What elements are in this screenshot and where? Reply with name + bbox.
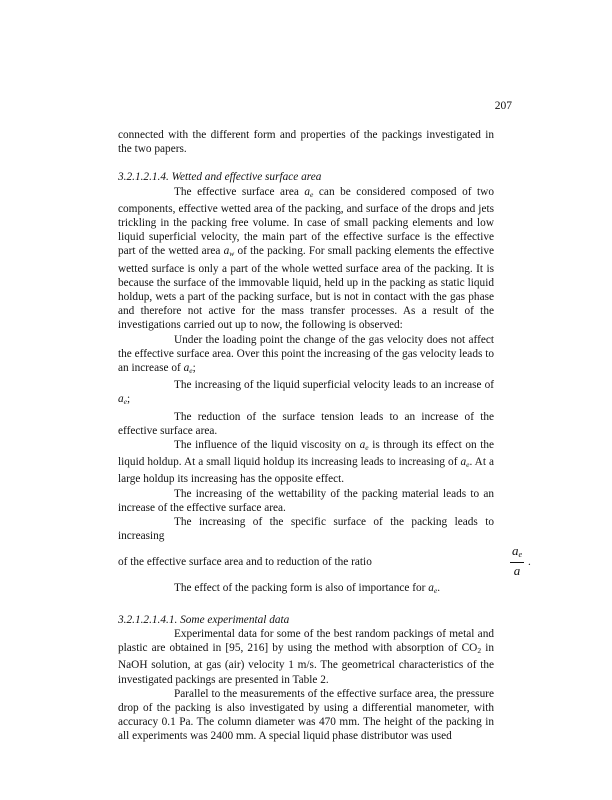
- ratio-line: [118, 543, 531, 581]
- ratio-text: of the effective surface area and to reduction of the ratio: [118, 556, 372, 569]
- observation-surface-tension: The reduction of the surface tension leads to an increase of the effective surface area.: [118, 410, 494, 437]
- observation-liquid-velocity: The increasing of the liquid superficial velocity leads to an increase of $a_e$;: [118, 379, 494, 407]
- paragraph-pressure-drop: Parallel to the measurements of the effective surface area, the pressure drop of the packing is also investigated by using a differential manometer, with accuracy 0.1 Pa. The column diameter was 470 mm. The height of the packing in all experiments was 2400 mm. A special liquid phase distributor was used: [118, 687, 494, 743]
- body-text: [118, 128, 531, 744]
- observation-wettability: The increasing of the wettability of the packing material leads to an increase of the effective surface area.: [118, 487, 494, 514]
- section-heading: 3.2.1.2.1.4. Wetted and effective surface area: [118, 171, 322, 184]
- page-number: 207: [494, 100, 512, 112]
- observation-loading: Under the loading point the change of the gas velocity does not affect the effective surface area. Over this point the increasing of the gas velocity leads to an increase of $a_e$;: [118, 333, 494, 376]
- ratio-period: .: [528, 556, 531, 569]
- paragraph-experimental-data: Experimental data for some of the best random packings of metal and plastic are obtained in [95, 216] by using the method with absorption of $CO_2$ in NaOH solution, at gas (air) velocity 1 m/s. The geometrical characteristics of the investigated packings are presented in Table 2.: [118, 627, 494, 686]
- intro-paragraph: connected with the different form and properties of the packings investigated in the two papers.: [118, 129, 494, 156]
- paragraph-effective-area: The effective surface area $a_e$ can be considered composed of two components, effective wetted area of the packing, and surface of the drops and jets trickling in the packing free volume. In case of small packing elements and low liquid superficial velocity, the main part of the effective surface is the effective part of the wetted area $a_w$ of the packing. For small packing elements the effective wetted surface is only a part of the whole wetted surface area of the packing. It is because the surface of the immovable liquid, held up in the packing as static liquid holdup, wets a part of the packing surface, but is not in contact with the gas phase and therefore not active for the mass transfer processes. As a result of the investigations carried out up to now, the following is observed:: [118, 185, 494, 332]
- ratio-denominator: a: [513, 563, 521, 579]
- observation-specific-surface: The increasing of the specific surface of the packing leads to increasing: [118, 516, 494, 543]
- ratio-numerator: $a_e$: [510, 543, 524, 563]
- observation-packing-form: The effect of the packing form is also of importance for $a_e$.: [174, 582, 441, 596]
- observation-viscosity: The influence of the liquid viscosity on $a_e$ is through its effect on the liquid holdup. At a small liquid holdup its increasing leads to increasing of $a_e$. At a large holdup its increasing has the opposite effect.: [118, 439, 494, 486]
- subsection-heading: 3.2.1.2.1.4.1. Some experimental data: [118, 613, 290, 626]
- ratio-fraction: [510, 543, 524, 579]
